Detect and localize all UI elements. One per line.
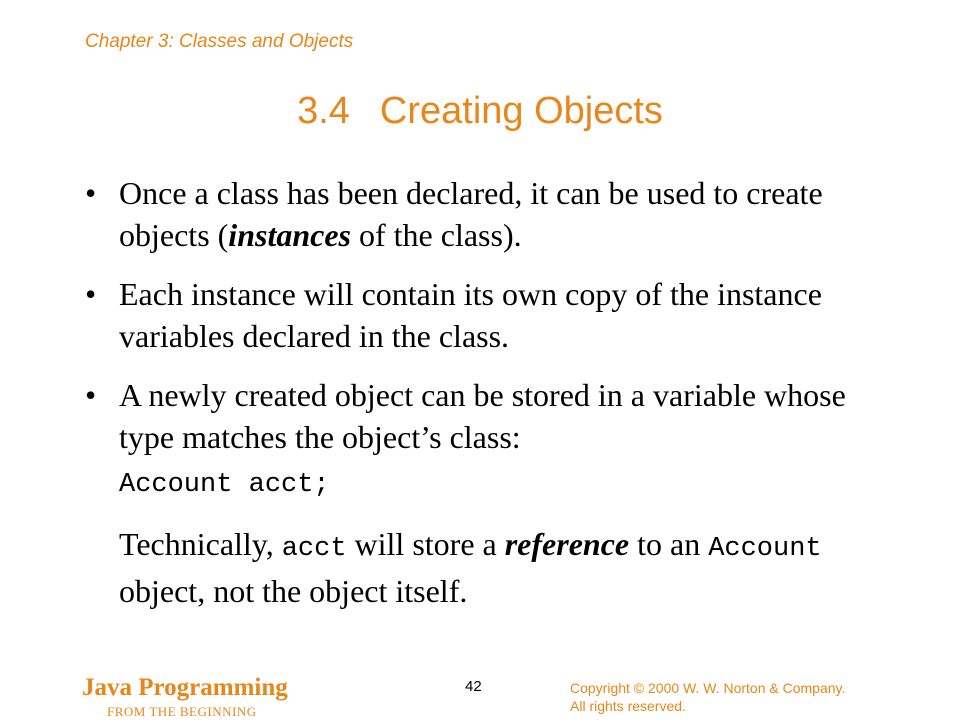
bullet-dot: • — [85, 377, 97, 413]
inline-code: Account — [708, 534, 822, 564]
inline-code: acct — [281, 534, 347, 564]
section-title: Creating Objects — [379, 90, 663, 132]
copyright-line: All rights reserved. — [570, 698, 686, 714]
para-text: Technically, — [119, 526, 282, 562]
book-logo-title: Java Programming — [82, 674, 288, 701]
bullet-text: of the class). — [350, 217, 522, 253]
emphasis-term: reference — [504, 526, 630, 562]
bullet-text: A newly created object can be stored in a variable whose type matches the object’s class: — [119, 377, 846, 455]
chapter-header: Chapter 3: Classes and Objects — [85, 31, 354, 52]
bullet-text: Once a class has been declared, it can be used to create objects ( — [119, 175, 823, 253]
book-logo-subtitle: FROM THE BEGINNING — [107, 704, 257, 719]
bullet-dot: • — [85, 175, 97, 211]
para-text: object, not the object itself. — [119, 573, 468, 609]
bullet-item — [85, 374, 885, 612]
para-text: will store a — [346, 526, 505, 562]
copyright-line: Copyright © 2000 W. W. Norton & Company. — [570, 680, 846, 696]
bullet-item — [85, 172, 885, 256]
bullet-item — [85, 273, 885, 357]
followup-paragraph — [119, 523, 885, 612]
page-number: 42 — [465, 678, 482, 695]
bullet-dot: • — [85, 276, 97, 312]
para-text: to an — [629, 526, 709, 562]
emphasis-term: instances — [228, 217, 351, 253]
section-number: 3.4 — [297, 90, 350, 132]
bullet-list — [85, 172, 885, 629]
copyright-notice — [570, 679, 845, 715]
code-example: Account acct; — [119, 470, 330, 500]
slide-title — [0, 90, 960, 133]
bullet-text: Each instance will contain its own copy of the instance variables declared in the class. — [119, 276, 822, 354]
